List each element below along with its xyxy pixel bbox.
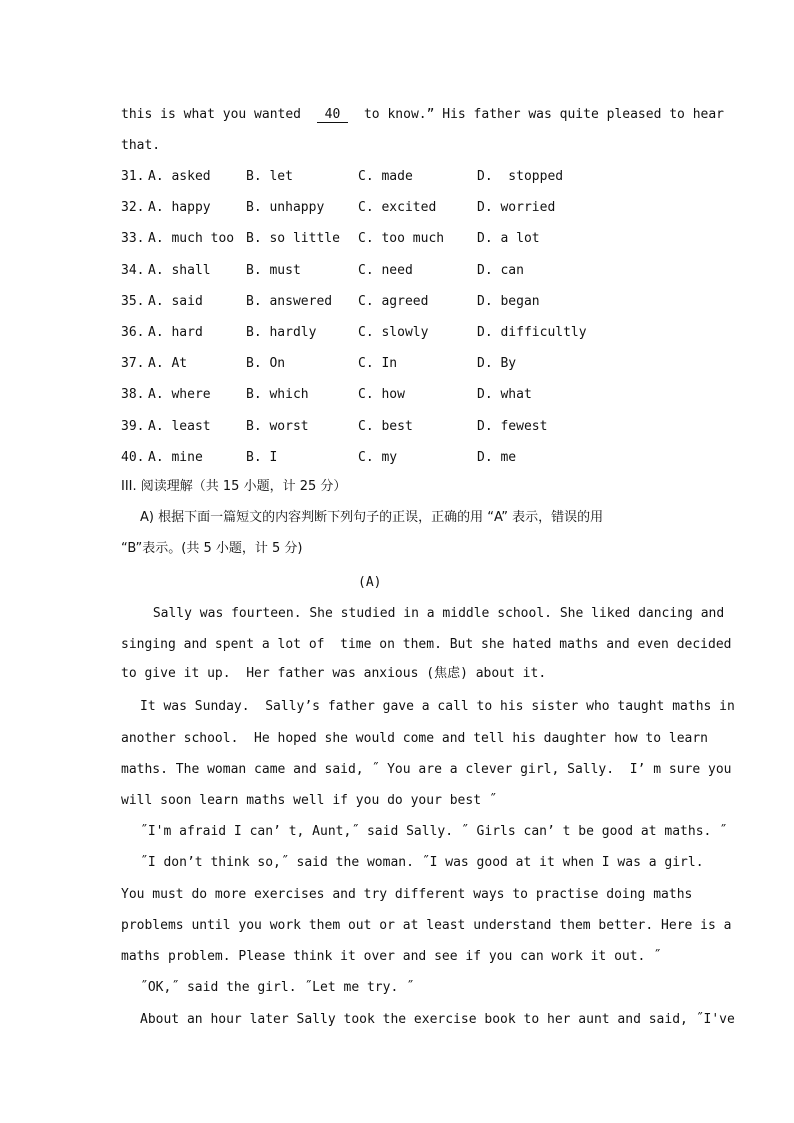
option-b: B. unhappy [246, 200, 325, 215]
option-c: C. best [358, 419, 413, 434]
question-number: 33. [121, 231, 145, 246]
option-b: B. worst [246, 419, 309, 434]
passage-end-text-post: to know.” His father was quite pleased to hear [363, 107, 725, 122]
option-d: D. stopped [477, 169, 564, 184]
passage-line: ˝I'm afraid I can’ t, Aunt,˝ said Sally. ˝ Girls can’ t be good at maths. ˝ [140, 824, 727, 839]
passage-line: will soon learn maths well if you do your best ˝ [121, 793, 497, 808]
option-b: B. so little [246, 231, 340, 246]
option-a: A. where [148, 387, 211, 402]
option-c: C. slowly [358, 325, 429, 340]
option-c: C. too much [358, 231, 445, 246]
option-d: D. what [477, 387, 532, 402]
question-number: 32. [121, 200, 145, 215]
question-number: 39. [121, 419, 145, 434]
option-b: B. answered [246, 294, 333, 309]
passage-label: (A) [358, 575, 382, 590]
option-c: C. my [358, 450, 398, 465]
passage-line: maths. The woman came and said, ˝ You are a clever girl, Sally. I’ m sure you [121, 762, 732, 777]
option-c: C. made [358, 169, 413, 184]
option-d: D. fewest [477, 419, 548, 434]
question-number: 35. [121, 294, 145, 309]
option-d: D. difficultly [477, 325, 587, 340]
option-c: C. how [358, 387, 405, 402]
question-number: 40. [121, 450, 145, 465]
section-instruction-line-1: A) 根据下面一篇短文的内容判断下列句子的正误，正确的用 “A” 表示，错误的用 [140, 510, 604, 525]
option-b: B. On [246, 356, 286, 371]
passage-line: another school. He hoped she would come and tell his daughter how to learn [121, 731, 708, 746]
option-d: D. began [477, 294, 540, 309]
question-number: 38. [121, 387, 145, 402]
option-a: A. much too [148, 231, 235, 246]
option-a: A. shall [148, 263, 211, 278]
passage-line: ˝OK,˝ said the girl. ˝Let me try. ˝ [140, 980, 414, 995]
passage-line: You must do more exercises and try different ways to practise doing maths [121, 887, 693, 902]
passage-line: problems until you work them out or at least understand them better. Here is a [121, 918, 732, 933]
passage-line: Sally was fourteen. She studied in a middle school. She liked dancing and [145, 606, 725, 621]
question-number: 36. [121, 325, 145, 340]
option-b: B. hardly [246, 325, 317, 340]
option-d: D. By [477, 356, 517, 371]
section-instruction-line-2: “B”表示。(共 5 小题，计 5 分) [121, 541, 303, 556]
option-a: A. At [148, 356, 188, 371]
option-a: A. happy [148, 200, 211, 215]
passage-end-line-2: that. [121, 138, 161, 153]
option-b: B. must [246, 263, 301, 278]
section-heading: III. 阅读理解（共 15 小题，计 25 分） [121, 479, 347, 494]
question-number: 37. [121, 356, 145, 371]
passage-line: About an hour later Sally took the exercise book to her aunt and said, ˝I've [140, 1012, 735, 1027]
option-a: A. least [148, 419, 211, 434]
passage-end-line-1 [121, 107, 724, 123]
option-d: D. can [477, 263, 524, 278]
question-number: 34. [121, 263, 145, 278]
option-a: A. hard [148, 325, 203, 340]
passage-line: ˝I don’t think so,˝ said the woman. ˝I was good at it when I was a girl. [140, 855, 704, 870]
passage-line: It was Sunday. Sally’s father gave a call to his sister who taught maths in [140, 699, 735, 714]
answer-blank-40: 40 [317, 108, 349, 123]
option-b: B. which [246, 387, 309, 402]
option-a: A. asked [148, 169, 211, 184]
option-d: D. worried [477, 200, 556, 215]
option-d: D. me [477, 450, 517, 465]
passage-line: singing and spent a lot of time on them. But she hated maths and even decided [121, 637, 732, 652]
option-b: B. I [246, 450, 278, 465]
option-b: B. let [246, 169, 293, 184]
question-number: 31. [121, 169, 145, 184]
option-c: C. In [358, 356, 398, 371]
passage-line: to give it up. Her father was anxious (焦虑) about it. [121, 666, 547, 681]
option-d: D. a lot [477, 231, 540, 246]
passage-line: maths problem. Please think it over and see if you can work it out. ˝ [121, 949, 662, 964]
option-a: A. mine [148, 450, 203, 465]
option-c: C. need [358, 263, 413, 278]
option-c: C. excited [358, 200, 437, 215]
option-c: C. agreed [358, 294, 429, 309]
passage-end-text-pre: this is what you wanted [121, 107, 302, 122]
option-a: A. said [148, 294, 203, 309]
